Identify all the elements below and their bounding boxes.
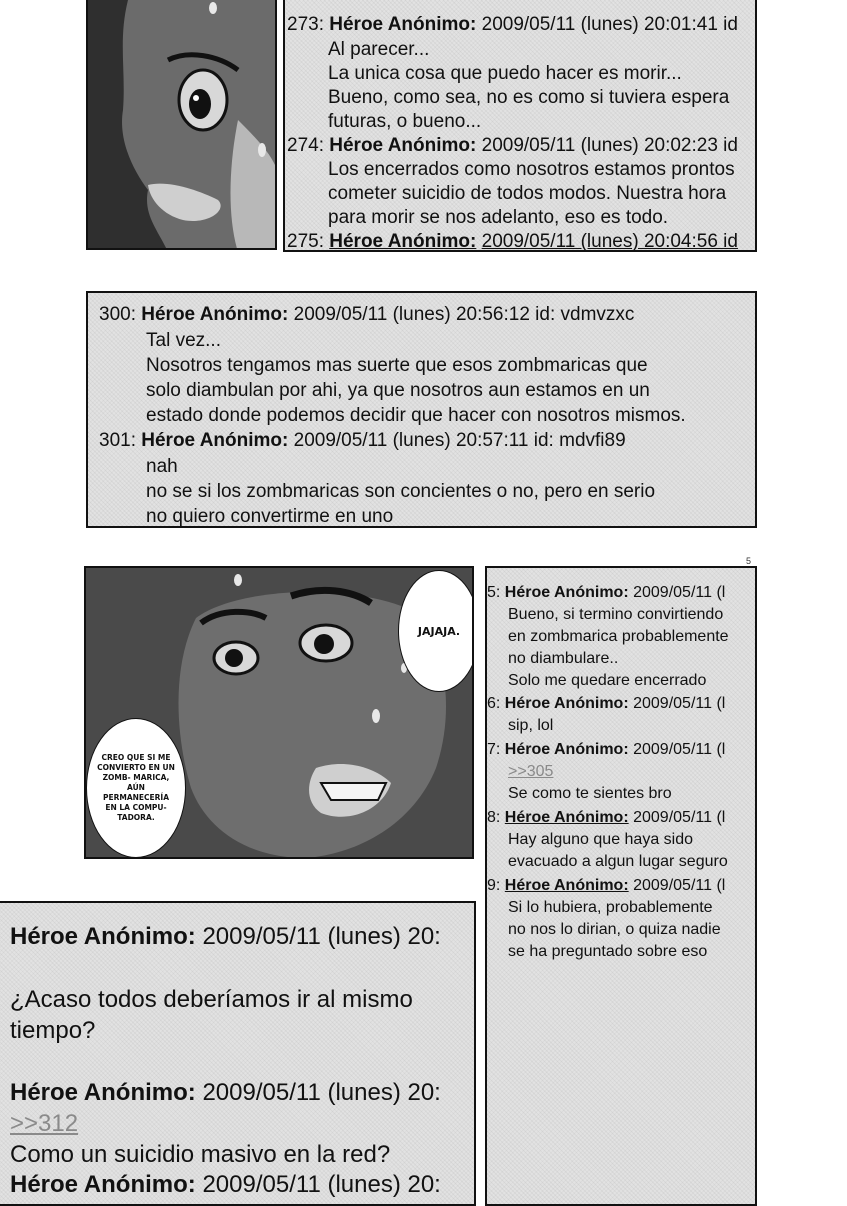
post-9-line: no nos lo dirian, o quiza nadie <box>508 921 721 938</box>
post-5-line: Solo me quedare encerrado <box>508 672 707 689</box>
post-274-line: cometer suicidio de todos modos. Nuestra hora <box>328 183 727 204</box>
post-273-line: futuras, o bueno... <box>328 111 482 132</box>
thread-panel-middle <box>86 291 757 528</box>
post-301-line: no quiero convertirme en uno <box>146 506 394 527</box>
post-9-header: 9: Héroe Anónimo: 2009/05/11 (l <box>487 877 726 894</box>
post-8-header: 8: Héroe Anónimo: 2009/05/11 (l <box>487 809 726 826</box>
face-art-panel-middle <box>84 566 474 859</box>
face-illustration <box>88 0 277 250</box>
page-number: 5 <box>746 556 752 566</box>
post-8-line: Hay alguno que haya sido <box>508 831 694 848</box>
post-5-line: Bueno, si termino convirtiendo <box>508 606 724 623</box>
post-300-line: solo diambulan por ahi, ya que nosotros aun estamos en un <box>146 380 650 401</box>
post-a-line: ¿Acaso todos deberíamos ir al mismo <box>10 986 413 1013</box>
post-301-line: no se si los zombmaricas son concientes o no, pero en serio <box>146 481 656 502</box>
thread-panel-bottom <box>0 901 476 1206</box>
post-5-line: no diambulare.. <box>508 650 619 667</box>
post-b-line: Como un suicidio masivo en la red? <box>10 1141 391 1168</box>
post-5-line: en zombmarica probablemente <box>508 628 729 645</box>
post-300-line: estado donde podemos decidir que hacer con nosotros mismos. <box>146 405 686 426</box>
post-273-header: 273: Héroe Anónimo: 2009/05/11 (lunes) 20:01:41 id <box>287 14 738 35</box>
speech-bubble-laugh: JAJAJA. <box>398 570 474 692</box>
thread-panel-top <box>283 0 757 252</box>
post-8-line: evacuado a algun lugar seguro <box>508 853 728 870</box>
speech-bubble-left: CREO QUE SI ME CONVIERTO EN UN ZOMB- MARICA, AÚN PERMANECERÍA EN LA COMPU- TADORA. <box>86 718 186 858</box>
face-art-panel-top <box>86 0 277 250</box>
post-300-line: Nosotros tengamos mas suerte que esos zombmaricas que <box>146 355 648 376</box>
post-9-line: se ha preguntado sobre eso <box>508 943 708 960</box>
post-c-header: Héroe Anónimo: 2009/05/11 (lunes) 20: <box>10 1171 441 1198</box>
post-9-line: Si lo hubiera, probablemente <box>508 899 713 916</box>
post-5-header: 5: Héroe Anónimo: 2009/05/11 (l <box>487 584 726 601</box>
reply-link[interactable]: >>305 <box>508 763 554 780</box>
post-301-line: nah <box>146 456 178 477</box>
post-275-header: 275: Héroe Anónimo: 2009/05/11 (lunes) 20:04:56 id <box>287 231 738 252</box>
post-a-line: tiempo? <box>10 1017 96 1044</box>
post-6-header: 6: Héroe Anónimo: 2009/05/11 (l <box>487 695 726 712</box>
post-274-header: 274: Héroe Anónimo: 2009/05/11 (lunes) 20:02:23 id <box>287 135 738 156</box>
post-273-line: La unica cosa que puedo hacer es morir... <box>328 63 682 84</box>
post-273-line: Al parecer... <box>328 39 430 60</box>
post-6-line: sip, lol <box>508 717 554 734</box>
post-273-line: Bueno, como sea, no es como si tuviera espera <box>328 87 730 108</box>
post-300-header: 300: Héroe Anónimo: 2009/05/11 (lunes) 20:56:12 id: vdmvzxc <box>99 304 635 325</box>
post-300-line: Tal vez... <box>146 330 221 351</box>
post-7-header: 7: Héroe Anónimo: 2009/05/11 (l <box>487 741 726 758</box>
reply-link[interactable]: >>312 <box>10 1110 79 1137</box>
post-301-header: 301: Héroe Anónimo: 2009/05/11 (lunes) 20:57:11 id: mdvfi89 <box>99 430 626 451</box>
thread-panel-right <box>485 566 757 1206</box>
post-7-line: Se como te sientes bro <box>508 785 672 802</box>
post-a-header: Héroe Anónimo: 2009/05/11 (lunes) 20: <box>10 923 441 950</box>
post-274-line: para morir se nos adelanto, eso es todo. <box>328 207 669 228</box>
post-b-header: Héroe Anónimo: 2009/05/11 (lunes) 20: <box>10 1079 441 1106</box>
post-274-line: Los encerrados como nosotros estamos prontos <box>328 159 735 180</box>
